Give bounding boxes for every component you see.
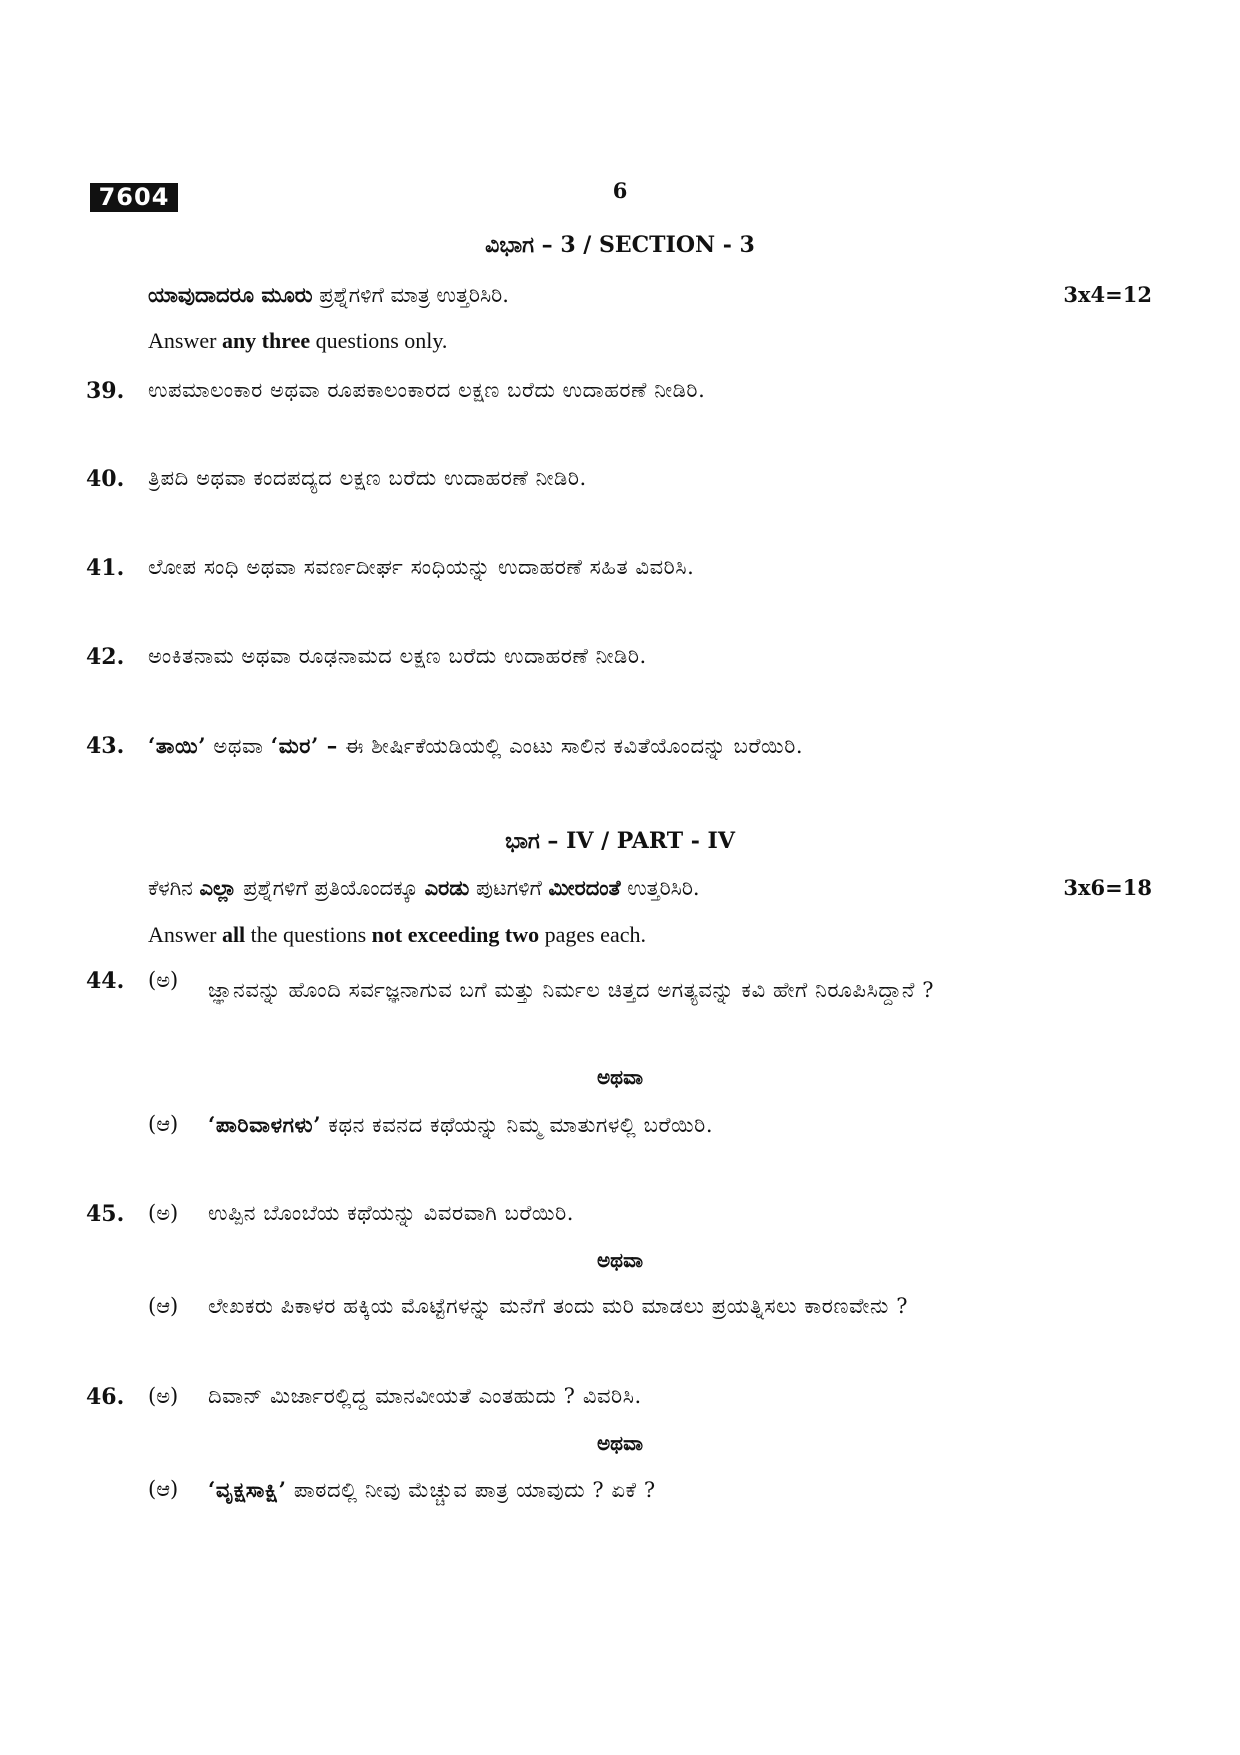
instruction-en-bold: all	[221, 922, 246, 947]
instruction-en-text: pages each.	[539, 922, 646, 947]
question-text-part: ಪಾಠದಲ್ಲಿ ನೀವು ಮೆಚ್ಚುವ ಪಾತ್ರ ಯಾವುದು ? ಏಕೆ ?	[286, 1478, 656, 1502]
question-text	[208, 1112, 713, 1138]
instruction-text: ಪುಟಗಳಿಗೆ	[469, 876, 549, 900]
instruction-en-bold: not exceeding two	[371, 922, 540, 947]
instruction-bold: ಎರಡು	[424, 875, 470, 900]
instruction-text: ಪ್ರಶ್ನೆಗಳಿಗೆ ಮಾತ್ರ ಉತ್ತರಿಸಿರಿ.	[312, 283, 509, 307]
option-b-label: (ಆ)	[148, 1294, 179, 1318]
paper-code-badge: 7604	[90, 183, 178, 212]
question-text: ಲೋಪ ಸಂಧಿ ಅಥವಾ ಸವರ್ಣದೀರ್ಘ ಸಂಧಿಯನ್ನು ಉದಾಹರಣೆ ಸಹಿತ ವಿವರಿಸಿ.	[148, 555, 695, 579]
section-3-instruction-kn	[148, 282, 509, 308]
option-a-label: (ಅ)	[148, 1384, 179, 1408]
question-number: 40.	[86, 466, 125, 492]
option-a-label: (ಅ)	[148, 968, 179, 992]
part-4-instruction-kn	[148, 875, 700, 901]
question-number: 39.	[86, 378, 125, 404]
question-text: ತ್ರಿಪದಿ ಅಥವಾ ಕಂದಪದ್ಯದ ಲಕ್ಷಣ ಬರೆದು ಉದಾಹರಣೆ ನೀಡಿರಿ.	[148, 466, 587, 490]
instruction-en-bold: any three	[221, 328, 311, 353]
lesson-title: ‘ಪಾರಿವಾಳಗಳು’	[208, 1112, 322, 1137]
question-text: ಉಪಮಾಲಂಕಾರ ಅಥವಾ ರೂಪಕಾಲಂಕಾರದ ಲಕ್ಷಣ ಬರೆದು ಉದಾಹರಣೆ ನೀಡಿರಿ.	[148, 378, 706, 402]
question-text	[208, 1477, 656, 1503]
question-number: 41.	[86, 555, 125, 581]
question-text-part: ಕಥನ ಕವನದ ಕಥೆಯನ್ನು ನಿಮ್ಮ ಮಾತುಗಳಲ್ಲಿ ಬರೆಯಿರಿ.	[321, 1113, 714, 1137]
option-b-label: (ಆ)	[148, 1477, 179, 1501]
section-3-marks: 3x4=12	[1063, 282, 1152, 307]
question-text: ಲೇಖಕರು ಪಿಕಾಳರ ಹಕ್ಕಿಯ ಮೊಟ್ಟೆಗಳನ್ನು ಮನೆಗೆ ತಂದು ಮರಿ ಮಾಡಲು ಪ್ರಯತ್ನಿಸಲು ಕಾರಣವೇನು ?	[208, 1294, 909, 1318]
question-text: ಜ್ಞಾನವನ್ನು ಹೊಂದಿ ಸರ್ವಜ್ಞನಾಗುವ ಬಗೆ ಮತ್ತು ನಿರ್ಮಲ ಚಿತ್ತದ ಅಗತ್ಯವನ್ನು ಕವಿ ಹೇಗೆ ನಿರೂಪಿಸಿದ್ದಾನೆ ?	[208, 978, 935, 1002]
page-number: 6	[612, 178, 628, 203]
question-number: 42.	[86, 644, 125, 670]
option-a-label: (ಅ)	[148, 1201, 179, 1225]
part-4-marks: 3x6=18	[1063, 875, 1152, 900]
question-text-part: ಅಥವಾ	[206, 734, 271, 758]
question-text-part: ಈ ಶೀರ್ಷಿಕೆಯಡಿಯಲ್ಲಿ ಎಂಟು ಸಾಲಿನ ಕವಿತೆಯೊಂದನ್ನು ಬರೆಯಿರಿ.	[337, 734, 804, 758]
or-label: ಅಥವಾ	[597, 1431, 643, 1455]
instruction-en-text: Answer	[148, 922, 222, 947]
instruction-en-text: the questions	[245, 922, 372, 947]
instruction-text: ಉತ್ತರಿಸಿರಿ.	[620, 876, 700, 900]
option-b-label: (ಆ)	[148, 1112, 179, 1136]
instruction-bold: ಎಲ್ಲಾ	[199, 875, 237, 900]
instruction-en-post: questions only.	[310, 328, 448, 353]
question-text	[148, 733, 803, 759]
instruction-en-pre: Answer	[148, 328, 222, 353]
question-text: ಅಂಕಿತನಾಮ ಅಥವಾ ರೂಢನಾಮದ ಲಕ್ಷಣ ಬರೆದು ಉದಾಹರಣೆ ನೀಡಿರಿ.	[148, 644, 647, 668]
section-3-instruction-en	[148, 328, 447, 354]
instruction-text: ಕೆಳಗಿನ	[148, 876, 200, 900]
lesson-title: ‘ವೃಕ್ಷಸಾಕ್ಷಿ’	[208, 1477, 287, 1502]
poem-title-1: ‘ತಾಯಿ’	[148, 733, 207, 758]
or-label: ಅಥವಾ	[597, 1248, 643, 1272]
question-number: 46.	[86, 1384, 125, 1410]
or-label: ಅಥವಾ	[597, 1065, 643, 1089]
question-number: 43.	[86, 733, 125, 759]
question-text: ಉಪ್ಪಿನ ಬೊಂಬೆಯ ಕಥೆಯನ್ನು ವಿವರವಾಗಿ ಬರೆಯಿರಿ.	[208, 1201, 575, 1225]
part-4-instruction-en	[148, 922, 646, 948]
instruction-bold: ಯಾವುದಾದರೂ ಮೂರು	[148, 282, 313, 307]
poem-title-2: ‘ಮರ’ –	[270, 733, 338, 758]
instruction-text: ಪ್ರಶ್ನೆಗಳಿಗೆ ಪ್ರತಿಯೊಂದಕ್ಕೂ	[236, 876, 425, 900]
question-number: 45.	[86, 1201, 125, 1227]
question-text: ದಿವಾನ್ ಮಿರ್ಜಾರಲ್ಲಿದ್ದ ಮಾನವೀಯತೆ ಎಂತಹುದು ? ವಿವರಿಸಿ.	[208, 1384, 642, 1408]
question-number: 44.	[86, 968, 125, 994]
instruction-bold: ಮೀರದಂತೆ	[548, 875, 621, 900]
part-4-heading: ಭಾಗ – IV / PART - IV	[505, 828, 735, 854]
section-3-heading: ವಿಭಾಗ – 3 / SECTION - 3	[485, 232, 755, 258]
